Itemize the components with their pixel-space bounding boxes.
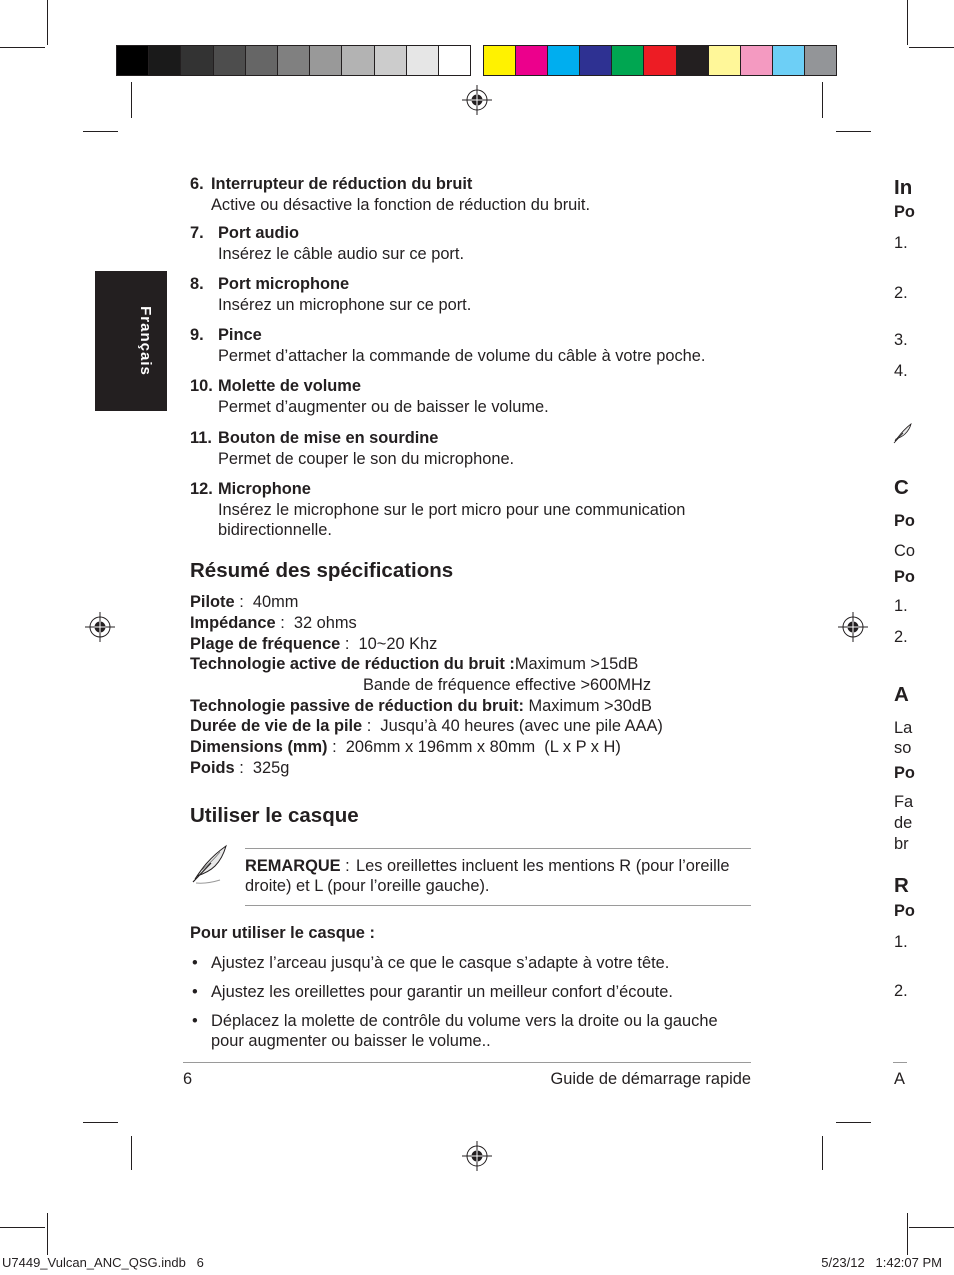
item-description: Insérez le câble audio sur ce port.: [218, 245, 464, 263]
spec-label: Dimensions (mm): [190, 738, 328, 756]
feather-pen-icon: [190, 843, 230, 885]
spec-value: : 325g: [234, 759, 290, 777]
fragment-text: br: [894, 835, 909, 853]
color-swatch: [580, 46, 612, 75]
spec-label: Durée de vie de la pile: [190, 717, 363, 735]
fragment-text: 1.: [894, 597, 908, 615]
fragment-text: de: [894, 814, 913, 832]
gray-swatch: [278, 46, 310, 75]
fragment-text: La: [894, 719, 913, 737]
item-number: 8.: [190, 275, 204, 293]
gray-swatch: [214, 46, 246, 75]
spec-label: Technologie active de réduction du bruit :: [190, 655, 515, 673]
spec-label: Pilote: [190, 593, 235, 611]
gray-swatch: [246, 46, 278, 75]
crop-mark: [0, 47, 45, 48]
feather-pen-icon: [893, 422, 913, 444]
spec-row: [190, 737, 621, 757]
facing-page-fragment: [893, 0, 915, 1275]
instructions-title: Pour utiliser le casque :: [190, 924, 375, 942]
spec-value: Maximum >15dB: [514, 655, 639, 673]
color-swatch: [644, 46, 676, 75]
color-swatch: [709, 46, 741, 75]
item-number: 7.: [190, 224, 204, 242]
item-title: Port audio: [218, 224, 300, 242]
bullet-icon: •: [192, 1012, 198, 1030]
fragment-text: Po: [894, 902, 915, 920]
spec-value-extra: Bande de fréquence effective >600MHz: [363, 676, 652, 694]
fragment-text: Po: [894, 764, 915, 782]
spec-value: : Jusqu’à 40 heures (avec une pile AAA): [362, 717, 663, 735]
grayscale-color-bar: [116, 45, 471, 76]
spec-row: [190, 634, 437, 654]
spec-label: Poids: [190, 759, 235, 777]
spec-row: [190, 758, 289, 778]
color-swatch: [548, 46, 580, 75]
item-number: 6.: [190, 175, 204, 193]
process-color-bar: [483, 45, 837, 76]
fragment-text: 3.: [894, 331, 908, 349]
fragment-heading: A: [894, 683, 909, 706]
item-title: Port microphone: [218, 275, 350, 293]
spec-value: : 10~20 Khz: [340, 635, 438, 653]
spec-label: Impédance: [190, 614, 276, 632]
crop-mark: [909, 1227, 954, 1228]
color-swatch: [484, 46, 516, 75]
spec-label: Technologie passive de réduction du bruit:: [190, 697, 524, 715]
note-label: REMARQUE: [245, 857, 341, 875]
guide-title: Guide de démarrage rapide: [550, 1070, 751, 1088]
spec-value: Maximum >30dB: [523, 697, 652, 715]
item-description: Permet de couper le son du microphone.: [218, 450, 515, 468]
fragment-text: Fa: [894, 793, 914, 811]
language-tab: [95, 271, 167, 411]
note-separator: :: [340, 857, 350, 875]
specs-heading: Résumé des spécifications: [190, 559, 454, 582]
crop-mark: [83, 1122, 118, 1123]
gray-swatch: [181, 46, 213, 75]
crop-mark: [909, 47, 954, 48]
registration-mark-icon: [461, 84, 493, 116]
crop-mark: [131, 1136, 132, 1170]
fragment-text: 2.: [894, 284, 908, 302]
item-number: 9.: [190, 326, 204, 344]
spec-row: [190, 654, 638, 674]
fragment-text: Po: [894, 203, 915, 221]
note-top-rule: [245, 848, 751, 849]
fragment-text: so: [894, 739, 912, 757]
item-title: Molette de volume: [218, 377, 361, 395]
fragment-text: 2.: [894, 982, 908, 1000]
gray-swatch: [439, 46, 470, 75]
crop-mark: [0, 1227, 45, 1228]
list-item: pour augmenter ou baisser le volume..: [211, 1032, 491, 1050]
fragment-footer-rule: [893, 1062, 907, 1063]
item-description: Permet d’augmenter ou de baisser le volume.: [218, 398, 549, 416]
crop-mark: [47, 1213, 48, 1255]
item-number: 11.: [190, 429, 212, 447]
slug-timestamp: 5/23/12 1:42:07 PM: [821, 1255, 942, 1270]
spec-value: : 32 ohms: [275, 614, 357, 632]
color-swatch: [677, 46, 709, 75]
color-swatch: [516, 46, 548, 75]
spec-value: : 206mm x 196mm x 80mm (L x P x H): [327, 738, 621, 756]
fragment-heading: R: [894, 874, 909, 897]
color-swatch: [805, 46, 836, 75]
spec-label: Plage de fréquence: [190, 635, 341, 653]
item-description: Permet d’attacher la commande de volume du câble à votre poche.: [218, 347, 706, 365]
registration-mark-icon: [837, 611, 869, 643]
item-title: Interrupteur de réduction du bruit: [211, 175, 473, 193]
color-swatch: [741, 46, 773, 75]
bullet-icon: •: [192, 983, 198, 1001]
crop-mark: [131, 82, 132, 118]
spec-row: [190, 716, 663, 736]
item-number: 12.: [190, 480, 213, 498]
bullet-icon: •: [192, 954, 198, 972]
gray-swatch: [149, 46, 181, 75]
language-tab-label: Français: [137, 306, 154, 376]
item-description: bidirectionnelle.: [218, 521, 332, 539]
gray-swatch: [407, 46, 439, 75]
color-swatch: [773, 46, 805, 75]
list-item: Ajustez l’arceau jusqu’à ce que le casque s’adapte à votre tête.: [211, 954, 670, 972]
crop-mark: [836, 1122, 871, 1123]
item-description: Insérez le microphone sur le port micro pour une communication: [218, 501, 686, 519]
note-line: [245, 856, 350, 876]
spec-row: [190, 592, 298, 612]
fragment-text: Po: [894, 568, 915, 586]
gray-swatch: [117, 46, 149, 75]
item-description: Active ou désactive la fonction de réduction du bruit.: [211, 196, 591, 214]
crop-mark: [822, 1136, 823, 1170]
gray-swatch: [310, 46, 342, 75]
fragment-text: 2.: [894, 628, 908, 646]
item-title: Bouton de mise en sourdine: [218, 429, 439, 447]
usage-heading: Utiliser le casque: [190, 804, 359, 827]
fragment-text: A: [894, 1070, 905, 1088]
note-bottom-rule: [245, 905, 751, 906]
list-item: Ajustez les oreillettes pour garantir un meilleur confort d’écoute.: [211, 983, 673, 1001]
note-text: Les oreillettes incluent les mentions R (pour l’oreille: [356, 857, 730, 875]
fragment-text: 4.: [894, 362, 908, 380]
fragment-text: 1.: [894, 933, 908, 951]
spec-row: [190, 696, 652, 716]
color-swatch: [612, 46, 644, 75]
gray-swatch: [342, 46, 374, 75]
crop-mark: [822, 82, 823, 118]
registration-mark-icon: [84, 611, 116, 643]
item-title: Microphone: [218, 480, 311, 498]
slug-filename: U7449_Vulcan_ANC_QSG.indb 6: [2, 1255, 204, 1270]
crop-mark: [836, 131, 871, 132]
list-item: Déplacez la molette de contrôle du volume vers la droite ou la gauche: [211, 1012, 718, 1030]
spec-row: [190, 613, 357, 633]
item-title: Pince: [218, 326, 262, 344]
registration-mark-icon: [461, 1140, 493, 1172]
page-number: 6: [183, 1070, 193, 1088]
fragment-text: Co: [894, 542, 915, 560]
gray-swatch: [375, 46, 407, 75]
item-number: 10.: [190, 377, 213, 395]
fragment-text: 1.: [894, 234, 908, 252]
crop-mark: [83, 131, 118, 132]
fragment-heading: In: [894, 176, 913, 199]
crop-mark: [47, 0, 48, 45]
spec-value: : 40mm: [234, 593, 299, 611]
item-description: Insérez un microphone sur ce port.: [218, 296, 472, 314]
fragment-text: Po: [894, 512, 915, 530]
note-text: droite) et L (pour l’oreille gauche).: [245, 877, 490, 895]
fragment-heading: C: [894, 476, 909, 499]
footer-rule: [183, 1062, 751, 1063]
